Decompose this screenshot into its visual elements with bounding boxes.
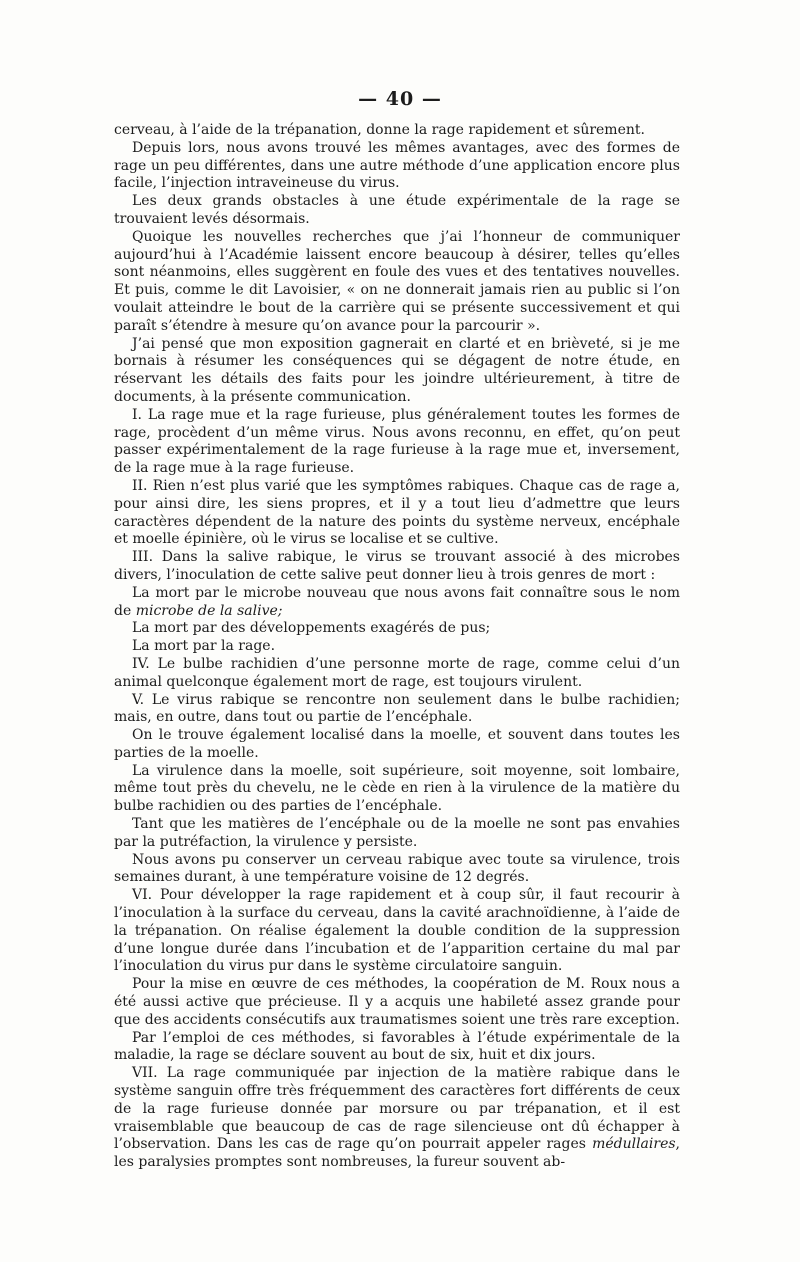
paragraph-text: On le trouve également localisé dans la moelle, et souvent dans toutes les parties de la moelle. bbox=[114, 727, 680, 761]
paragraph bbox=[114, 638, 680, 656]
paragraph-text: I. La rage mue et la rage furieuse, plus généralement toutes les formes de rage, procèdent d’un même virus. Nous avons reconnu, en effet, qu’on peut passer expérimentalement de la rage furieuse à la rage mue et, inversement, de la rage mue à la rage furieuse. bbox=[114, 406, 680, 477]
paragraph-text: J’ai pensé que mon exposition gagnerait en clarté et en brièveté, si je me bornais à résumer les conséquences qui se dégagent de notre étude, en réservant les détails des faits pour les joindre ultérieurement, à titre de documents, à la présente communication. bbox=[114, 335, 680, 405]
paragraph-text: Pour la mise en œuvre de ces méthodes, la coopération de M. Roux nous a été aussi active que précieuse. Il y a acquis une habileté assez grande pour que des accidents consécutifs aux traumatismes soient une très rare exception. bbox=[114, 976, 680, 1028]
paragraph bbox=[114, 887, 680, 976]
paragraph-text: Tant que les matières de l’encéphale ou de la moelle ne sont pas envahies par la putréfaction, la virulence y persiste. bbox=[114, 816, 680, 850]
paragraph bbox=[114, 692, 680, 728]
body-text bbox=[114, 122, 680, 1172]
paragraph bbox=[114, 620, 680, 638]
paragraph-text: VII. La rage communiquée par injection de la matière rabique dans le système sanguin offre très fréquemment des caractères fort différents de ceux de la rage furieuse donnée par morsure ou par trépanation, et il est vraisemblable que beaucoup de cas de rage silencieuse ont dû échapper à l’observation. Dans les cas de rage qu’on pourrait appeler rages bbox=[114, 1065, 680, 1153]
paragraph bbox=[114, 976, 680, 1029]
paragraph bbox=[114, 852, 680, 888]
paragraph bbox=[114, 816, 680, 852]
paragraph bbox=[114, 193, 680, 229]
paragraph-text: La virulence dans la moelle, soit supérieure, soit moyenne, soit lombaire, même tout près du chevelu, ne le cède en rien à la virulence de la matière du bulbe rachidien ou des parties de l’encéphale. bbox=[114, 762, 680, 815]
paragraph-text: VI. Pour développer la rage rapidement et à coup sûr, il faut recourir à l’inoculation à la surface du cerveau, dans la cavité arachnoïdienne, à l’aide de la trépanation. On réalise également la double condition de la suppression d’une longue durée dans l’incubation et de l’apparition certaine du mal par l’inoculation du virus pur dans le système circulatoire sanguin. bbox=[114, 887, 680, 975]
paragraph-text-tail: , les paralysies promptes sont nombreuses, la fureur souvent ab- bbox=[114, 1136, 680, 1171]
paragraph bbox=[114, 336, 680, 407]
italic-term: médullaires bbox=[592, 1136, 676, 1153]
paragraph bbox=[114, 229, 680, 336]
paragraph bbox=[114, 585, 680, 621]
paragraph-text: II. Rien n’est plus varié que les symptômes rabiques. Chaque cas de rage a, pour ainsi dire, les siens propres, et il y a tout lieu d’admettre que leurs caractères dépendent de la nature des points du système nerveux, encéphale et moelle épinière, où le virus se localise et se cultive. bbox=[114, 477, 680, 548]
paragraph bbox=[114, 549, 680, 585]
paragraph-text: Quoique les nouvelles recherches que j’ai l’honneur de communiquer aujourd’hui à l’Académie laissent encore beaucoup à désirer, telles qu’elles sont néanmoins, elles suggèrent en foule des vues et des tentatives nouvelles. Et puis, comme le dit Lavoisier, « on ne donnerait jamais rien au public si l’on voulait atteindre le bout de la carrière qui se présente successivement et qui paraît s’étendre à mesure qu’on avance pour la parcourir ». bbox=[114, 228, 680, 334]
paragraph-text: IV. Le bulbe rachidien d’une personne morte de rage, comme celui d’un animal quelconque également mort de rage, est toujours virulent. bbox=[114, 655, 680, 690]
paragraph-text: Depuis lors, nous avons trouvé les mêmes avantages, avec des formes de rage un peu différentes, dans une autre méthode d’une application encore plus facile, l’injection intraveineuse du virus. bbox=[114, 139, 680, 192]
paragraph-text: V. Le virus rabique se rencontre non seulement dans le bulbe rachidien; mais, en outre, dans tout ou partie de l’encéphale. bbox=[114, 691, 680, 726]
paragraph bbox=[114, 122, 680, 140]
paragraph bbox=[114, 478, 680, 549]
page-number: — 40 — bbox=[358, 88, 442, 110]
paragraph bbox=[114, 763, 680, 816]
paragraph bbox=[114, 727, 680, 763]
paragraph bbox=[114, 1030, 680, 1066]
paragraph bbox=[114, 140, 680, 193]
paragraph-text: La mort par des développements exagérés de pus; bbox=[132, 620, 491, 637]
paragraph-text: La mort par la rage. bbox=[132, 638, 276, 655]
paragraph bbox=[114, 656, 680, 692]
paragraph-text: La mort par le microbe nouveau que nous avons fait connaître sous le nom de bbox=[114, 584, 680, 619]
paragraph-text: III. Dans la salive rabique, le virus se trouvant associé à des microbes divers, l’inoculation de cette salive peut donner lieu à trois genres de mort : bbox=[114, 549, 680, 583]
paragraph bbox=[114, 1065, 680, 1172]
paragraph-text: Nous avons pu conserver un cerveau rabique avec toute sa virulence, trois semaines durant, à une température voisine de 12 degrés. bbox=[114, 851, 680, 886]
paragraph-text: cerveau, à l’aide de la trépanation, donne la rage rapidement et sûrement. bbox=[114, 122, 645, 138]
paragraph bbox=[114, 407, 680, 478]
paragraph-text: Les deux grands obstacles à une étude expérimentale de la rage se trouvaient levés désormais. bbox=[114, 193, 680, 227]
italic-term: microbe de la salive; bbox=[135, 602, 283, 619]
paragraph-text: Par l’emploi de ces méthodes, si favorables à l’étude expérimentale de la maladie, la rage se déclare souvent au bout de six, huit et dix jours. bbox=[114, 1029, 680, 1064]
